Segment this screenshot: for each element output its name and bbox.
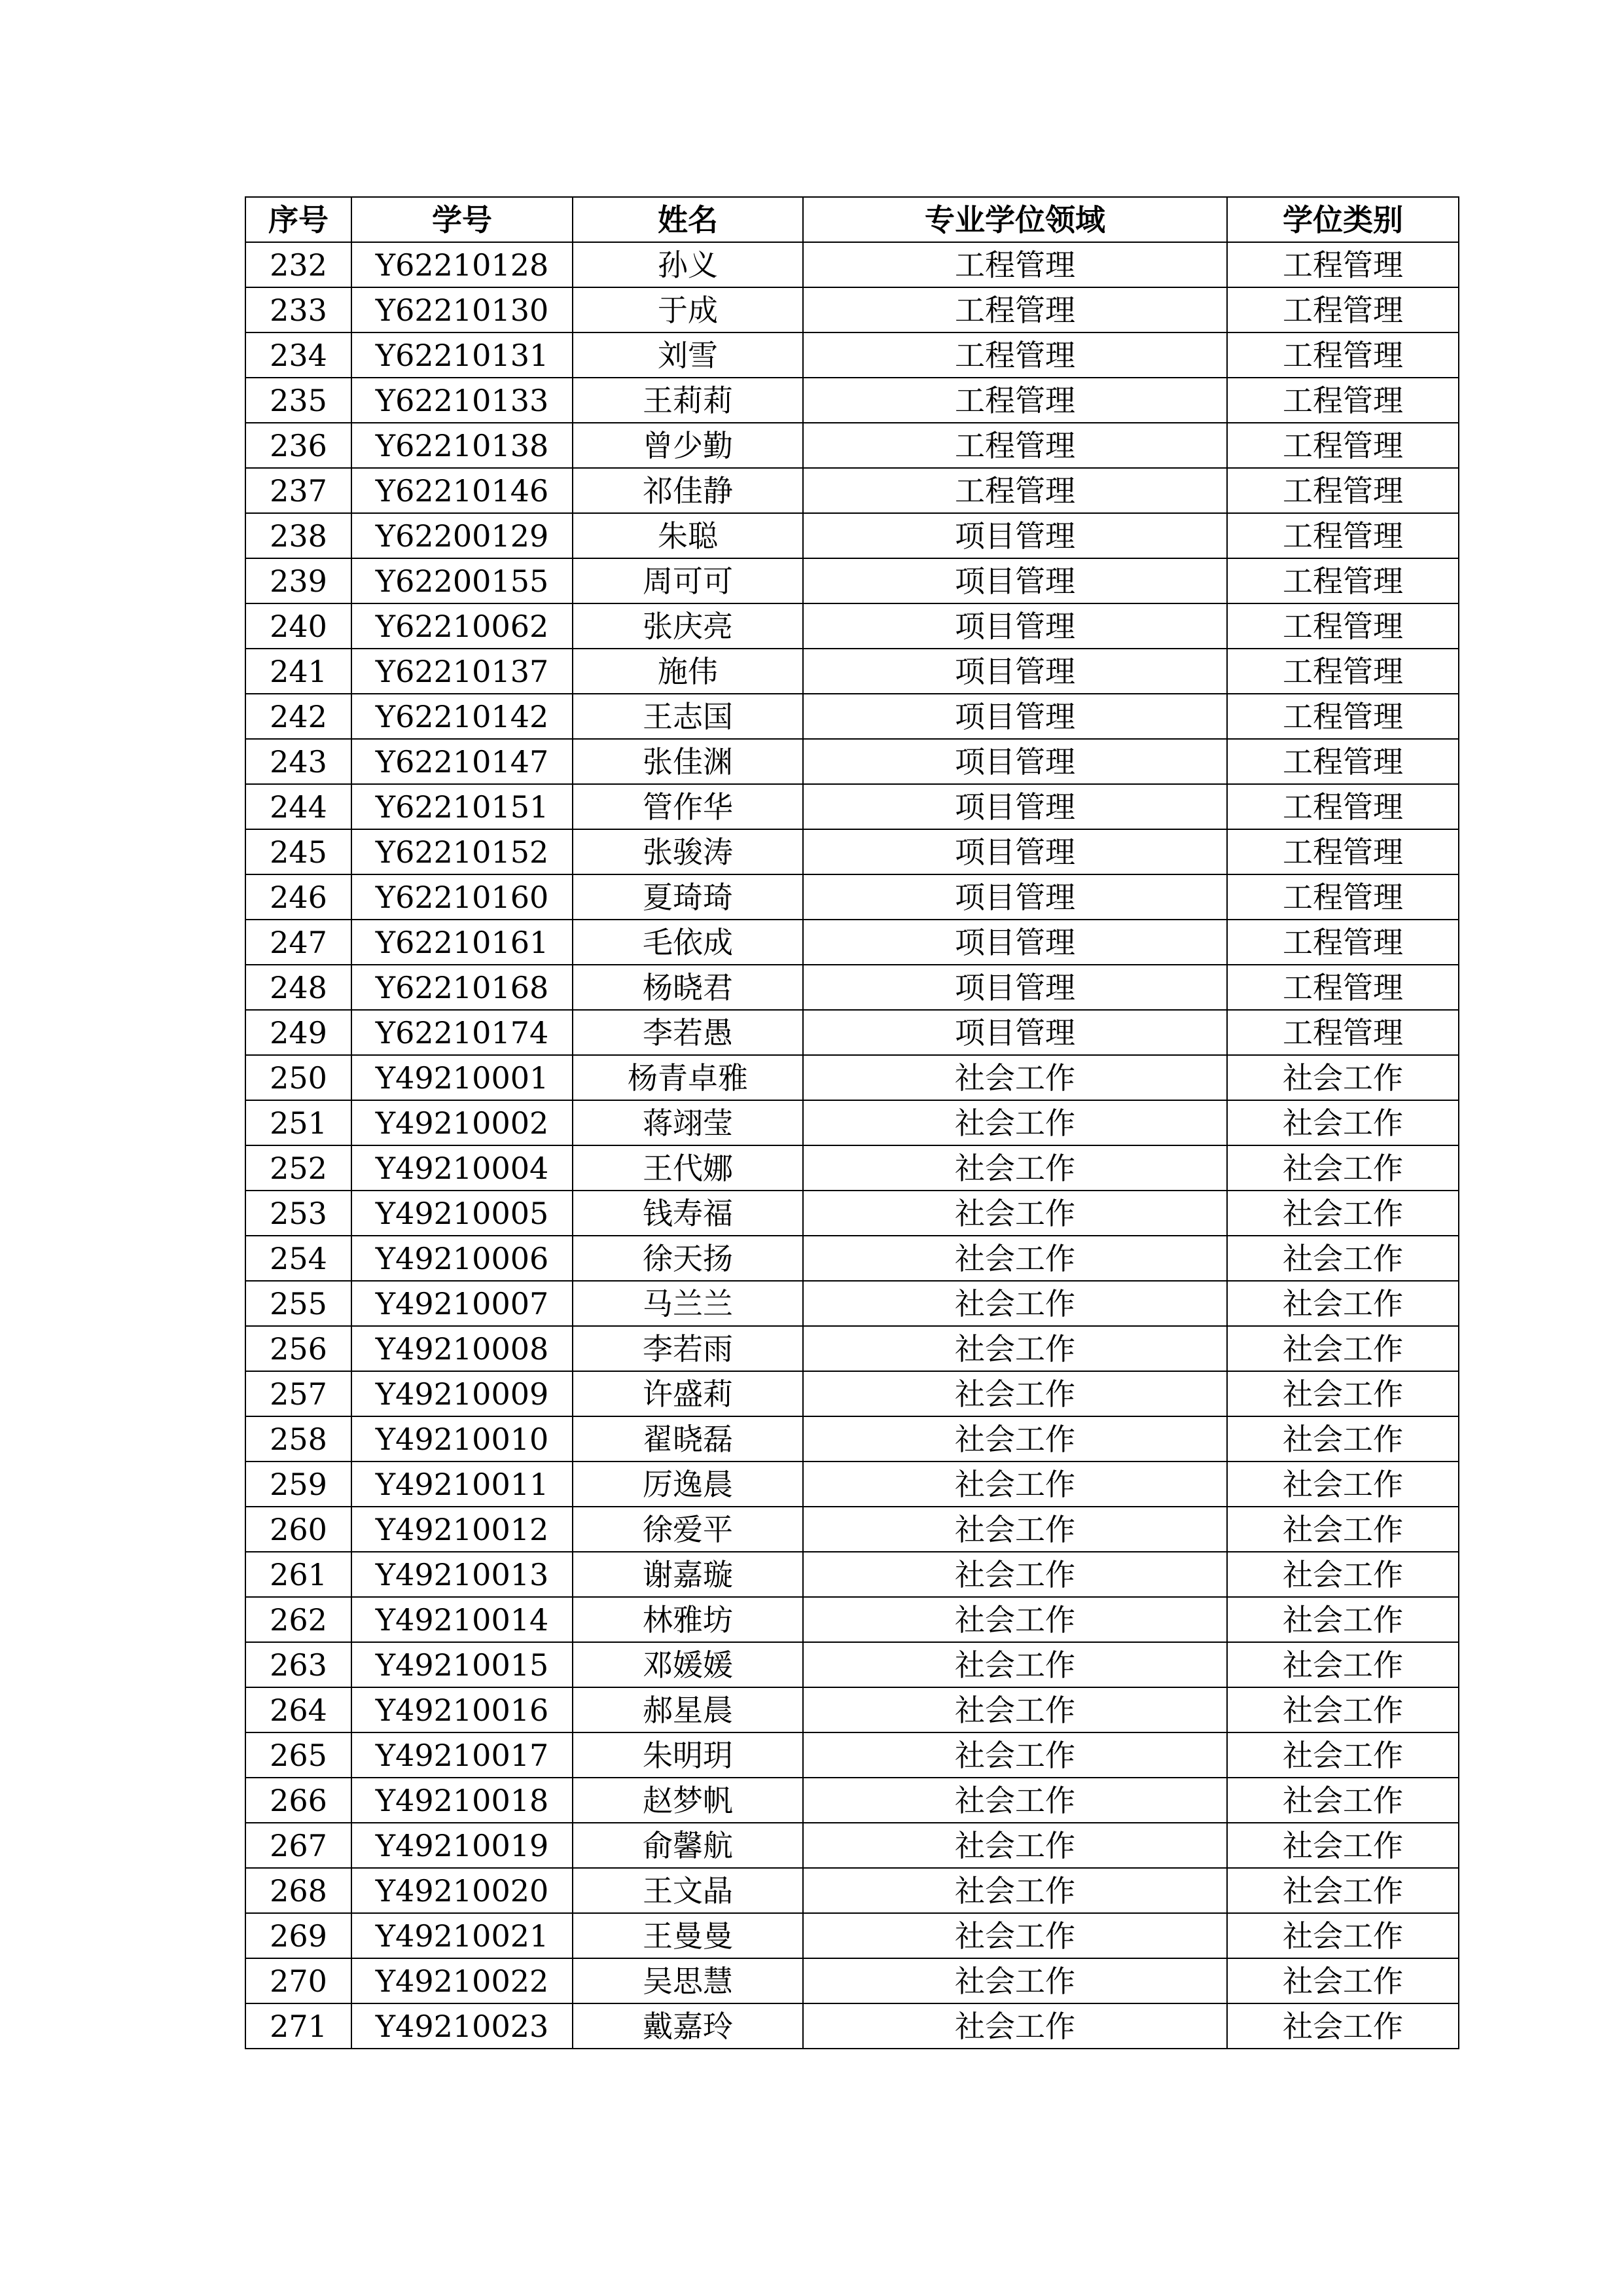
cell-name: 朱明玥 [573,1732,803,1778]
cell-name: 徐天扬 [573,1236,803,1281]
cell-degree-category: 工程管理 [1227,513,1459,558]
cell-seq: 240 [245,603,351,649]
cell-name: 王代娜 [573,1145,803,1191]
table-row [245,603,1459,649]
table-row [245,784,1459,829]
cell-student-id: Y49210022 [351,1958,573,2003]
table-header [245,197,1459,242]
header-seq: 序号 [245,197,351,242]
cell-name: 周可可 [573,558,803,603]
cell-name: 马兰兰 [573,1281,803,1326]
cell-degree-field: 工程管理 [803,378,1227,423]
cell-name: 毛依成 [573,920,803,965]
cell-seq: 260 [245,1507,351,1552]
cell-seq: 265 [245,1732,351,1778]
table-row [245,1326,1459,1371]
cell-degree-field: 社会工作 [803,1552,1227,1597]
cell-seq: 252 [245,1145,351,1191]
cell-degree-field: 社会工作 [803,1416,1227,1462]
cell-student-id: Y62210142 [351,694,573,739]
cell-student-id: Y49210001 [351,1055,573,1100]
cell-seq: 235 [245,378,351,423]
cell-degree-field: 社会工作 [803,1823,1227,1868]
table-row [245,1236,1459,1281]
cell-seq: 250 [245,1055,351,1100]
table-row [245,1100,1459,1145]
cell-name: 李若雨 [573,1326,803,1371]
cell-degree-field: 工程管理 [803,287,1227,332]
table-row [245,874,1459,920]
cell-seq: 236 [245,423,351,468]
cell-name: 徐爱平 [573,1507,803,1552]
cell-name: 管作华 [573,784,803,829]
cell-name: 王文晶 [573,1868,803,1913]
cell-seq: 269 [245,1913,351,1958]
table-row [245,1145,1459,1191]
table-row [245,1823,1459,1868]
cell-degree-field: 项目管理 [803,649,1227,694]
cell-degree-field: 社会工作 [803,1913,1227,1958]
cell-name: 杨晓君 [573,965,803,1010]
cell-seq: 268 [245,1868,351,1913]
cell-degree-category: 社会工作 [1227,1326,1459,1371]
cell-degree-category: 工程管理 [1227,378,1459,423]
cell-degree-field: 工程管理 [803,468,1227,513]
cell-degree-category: 社会工作 [1227,1236,1459,1281]
table-row [245,1597,1459,1642]
cell-seq: 270 [245,1958,351,2003]
cell-degree-category: 社会工作 [1227,1913,1459,1958]
cell-name: 许盛莉 [573,1371,803,1416]
cell-degree-category: 工程管理 [1227,603,1459,649]
cell-seq: 238 [245,513,351,558]
cell-degree-field: 社会工作 [803,1642,1227,1687]
cell-degree-category: 工程管理 [1227,694,1459,739]
cell-student-id: Y49210021 [351,1913,573,1958]
table-row [245,739,1459,784]
cell-seq: 233 [245,287,351,332]
cell-degree-category: 社会工作 [1227,1416,1459,1462]
cell-degree-field: 项目管理 [803,920,1227,965]
table-row [245,829,1459,874]
header-degree-category: 学位类别 [1227,197,1459,242]
cell-name: 王曼曼 [573,1913,803,1958]
table-row [245,649,1459,694]
cell-student-id: Y62210147 [351,739,573,784]
table-row [245,2003,1459,2049]
cell-degree-category: 工程管理 [1227,558,1459,603]
cell-name: 曾少勤 [573,423,803,468]
cell-name: 张佳渊 [573,739,803,784]
table-row [245,242,1459,287]
cell-degree-field: 社会工作 [803,1371,1227,1416]
cell-name: 李若愚 [573,1010,803,1055]
table-row [245,423,1459,468]
cell-degree-category: 工程管理 [1227,920,1459,965]
table-row [245,1416,1459,1462]
table-row [245,1552,1459,1597]
cell-seq: 271 [245,2003,351,2049]
cell-student-id: Y49210004 [351,1145,573,1191]
cell-degree-category: 社会工作 [1227,1371,1459,1416]
cell-degree-category: 社会工作 [1227,1687,1459,1732]
cell-degree-field: 项目管理 [803,829,1227,874]
cell-degree-category: 社会工作 [1227,1281,1459,1326]
cell-seq: 263 [245,1642,351,1687]
cell-seq: 261 [245,1552,351,1597]
cell-name: 郝星晨 [573,1687,803,1732]
header-row [245,197,1459,242]
cell-seq: 241 [245,649,351,694]
cell-name: 吴思慧 [573,1958,803,2003]
cell-student-id: Y62210130 [351,287,573,332]
cell-degree-field: 社会工作 [803,1687,1227,1732]
cell-degree-field: 项目管理 [803,694,1227,739]
table-row [245,1642,1459,1687]
table-row [245,1687,1459,1732]
cell-degree-field: 项目管理 [803,1010,1227,1055]
table-row [245,1913,1459,1958]
cell-degree-category: 社会工作 [1227,1462,1459,1507]
cell-student-id: Y62210160 [351,874,573,920]
cell-seq: 245 [245,829,351,874]
cell-seq: 248 [245,965,351,1010]
cell-degree-field: 项目管理 [803,965,1227,1010]
cell-student-id: Y62210138 [351,423,573,468]
cell-seq: 243 [245,739,351,784]
cell-name: 蒋翊莹 [573,1100,803,1145]
cell-degree-category: 社会工作 [1227,1958,1459,2003]
table-row [245,694,1459,739]
cell-seq: 234 [245,332,351,378]
table-row [245,1191,1459,1236]
cell-name: 杨青卓雅 [573,1055,803,1100]
cell-seq: 242 [245,694,351,739]
cell-student-id: Y49210017 [351,1732,573,1778]
cell-degree-category: 工程管理 [1227,1010,1459,1055]
table-body [245,242,1459,2049]
cell-student-id: Y49210008 [351,1326,573,1371]
cell-student-id: Y49210005 [351,1191,573,1236]
cell-seq: 262 [245,1597,351,1642]
header-name: 姓名 [573,197,803,242]
cell-name: 赵梦帆 [573,1778,803,1823]
table-row [245,1732,1459,1778]
cell-degree-category: 社会工作 [1227,1100,1459,1145]
cell-student-id: Y49210023 [351,2003,573,2049]
cell-student-id: Y49210007 [351,1281,573,1326]
cell-degree-category: 工程管理 [1227,965,1459,1010]
cell-degree-category: 社会工作 [1227,1055,1459,1100]
cell-degree-field: 项目管理 [803,739,1227,784]
cell-name: 王志国 [573,694,803,739]
cell-degree-category: 工程管理 [1227,784,1459,829]
cell-degree-field: 社会工作 [803,1597,1227,1642]
cell-degree-field: 社会工作 [803,1191,1227,1236]
cell-degree-field: 社会工作 [803,1236,1227,1281]
cell-name: 俞馨航 [573,1823,803,1868]
header-degree-field: 专业学位领域 [803,197,1227,242]
cell-student-id: Y62210174 [351,1010,573,1055]
cell-degree-field: 社会工作 [803,1055,1227,1100]
cell-degree-category: 社会工作 [1227,1552,1459,1597]
cell-seq: 259 [245,1462,351,1507]
cell-student-id: Y49210002 [351,1100,573,1145]
cell-seq: 244 [245,784,351,829]
cell-degree-field: 工程管理 [803,242,1227,287]
cell-degree-category: 社会工作 [1227,1145,1459,1191]
cell-student-id: Y62210151 [351,784,573,829]
cell-student-id: Y62210137 [351,649,573,694]
cell-name: 谢嘉璇 [573,1552,803,1597]
cell-degree-category: 工程管理 [1227,829,1459,874]
cell-seq: 255 [245,1281,351,1326]
cell-seq: 253 [245,1191,351,1236]
cell-student-id: Y62210161 [351,920,573,965]
cell-degree-category: 工程管理 [1227,242,1459,287]
cell-student-id: Y49210019 [351,1823,573,1868]
cell-degree-category: 工程管理 [1227,874,1459,920]
cell-name: 施伟 [573,649,803,694]
cell-student-id: Y62210133 [351,378,573,423]
cell-name: 林雅坊 [573,1597,803,1642]
cell-name: 王莉莉 [573,378,803,423]
cell-degree-category: 工程管理 [1227,649,1459,694]
cell-degree-field: 社会工作 [803,1326,1227,1371]
cell-student-id: Y49210015 [351,1642,573,1687]
cell-name: 孙义 [573,242,803,287]
cell-degree-field: 社会工作 [803,1958,1227,2003]
cell-seq: 267 [245,1823,351,1868]
header-student-id: 学号 [351,197,573,242]
cell-seq: 239 [245,558,351,603]
table-row [245,920,1459,965]
cell-name: 于成 [573,287,803,332]
cell-name: 张骏涛 [573,829,803,874]
table-row [245,965,1459,1010]
cell-seq: 266 [245,1778,351,1823]
table-row [245,1010,1459,1055]
table-row [245,378,1459,423]
cell-student-id: Y49210018 [351,1778,573,1823]
cell-student-id: Y62200155 [351,558,573,603]
cell-name: 夏琦琦 [573,874,803,920]
cell-degree-field: 工程管理 [803,423,1227,468]
student-degree-table [245,196,1459,2049]
cell-degree-category: 社会工作 [1227,1778,1459,1823]
table-row [245,513,1459,558]
cell-degree-field: 社会工作 [803,1145,1227,1191]
table-row [245,1055,1459,1100]
cell-student-id: Y49210013 [351,1552,573,1597]
table-row [245,1868,1459,1913]
table-row [245,287,1459,332]
cell-degree-category: 工程管理 [1227,423,1459,468]
cell-degree-category: 社会工作 [1227,1642,1459,1687]
cell-seq: 232 [245,242,351,287]
cell-degree-field: 社会工作 [803,1462,1227,1507]
cell-student-id: Y49210014 [351,1597,573,1642]
cell-degree-category: 社会工作 [1227,1507,1459,1552]
table-row [245,1958,1459,2003]
cell-name: 厉逸晨 [573,1462,803,1507]
cell-name: 祁佳静 [573,468,803,513]
cell-degree-category: 社会工作 [1227,1732,1459,1778]
table-row [245,1462,1459,1507]
cell-student-id: Y62210128 [351,242,573,287]
cell-degree-category: 工程管理 [1227,287,1459,332]
cell-seq: 254 [245,1236,351,1281]
table-row [245,1281,1459,1326]
cell-student-id: Y62200129 [351,513,573,558]
cell-degree-category: 社会工作 [1227,1597,1459,1642]
cell-name: 朱聪 [573,513,803,558]
cell-student-id: Y49210016 [351,1687,573,1732]
cell-seq: 247 [245,920,351,965]
cell-degree-field: 项目管理 [803,603,1227,649]
cell-seq: 251 [245,1100,351,1145]
cell-degree-category: 社会工作 [1227,1823,1459,1868]
table-row [245,332,1459,378]
cell-name: 翟晓磊 [573,1416,803,1462]
cell-seq: 246 [245,874,351,920]
cell-name: 邓媛媛 [573,1642,803,1687]
table-row [245,558,1459,603]
cell-degree-field: 项目管理 [803,784,1227,829]
cell-degree-field: 项目管理 [803,874,1227,920]
cell-student-id: Y49210006 [351,1236,573,1281]
cell-student-id: Y49210012 [351,1507,573,1552]
cell-degree-field: 社会工作 [803,1100,1227,1145]
cell-name: 张庆亮 [573,603,803,649]
cell-student-id: Y49210020 [351,1868,573,1913]
cell-degree-field: 社会工作 [803,1868,1227,1913]
cell-student-id: Y49210011 [351,1462,573,1507]
cell-degree-category: 工程管理 [1227,739,1459,784]
cell-student-id: Y62210168 [351,965,573,1010]
cell-seq: 257 [245,1371,351,1416]
table-row [245,468,1459,513]
cell-degree-field: 社会工作 [803,1281,1227,1326]
cell-degree-category: 社会工作 [1227,2003,1459,2049]
cell-degree-field: 社会工作 [803,1732,1227,1778]
cell-degree-category: 工程管理 [1227,468,1459,513]
cell-student-id: Y62210131 [351,332,573,378]
cell-degree-category: 社会工作 [1227,1191,1459,1236]
cell-seq: 258 [245,1416,351,1462]
cell-degree-field: 项目管理 [803,513,1227,558]
cell-degree-field: 项目管理 [803,558,1227,603]
cell-degree-category: 社会工作 [1227,1868,1459,1913]
cell-degree-field: 工程管理 [803,332,1227,378]
cell-student-id: Y49210010 [351,1416,573,1462]
cell-degree-field: 社会工作 [803,1778,1227,1823]
cell-student-id: Y62210062 [351,603,573,649]
table-row [245,1371,1459,1416]
cell-seq: 237 [245,468,351,513]
cell-student-id: Y62210152 [351,829,573,874]
cell-student-id: Y62210146 [351,468,573,513]
cell-name: 刘雪 [573,332,803,378]
cell-degree-field: 社会工作 [803,2003,1227,2049]
table-row [245,1507,1459,1552]
cell-degree-category: 工程管理 [1227,332,1459,378]
cell-degree-field: 社会工作 [803,1507,1227,1552]
cell-name: 戴嘉玲 [573,2003,803,2049]
cell-student-id: Y49210009 [351,1371,573,1416]
cell-seq: 249 [245,1010,351,1055]
table-row [245,1778,1459,1823]
cell-seq: 256 [245,1326,351,1371]
cell-seq: 264 [245,1687,351,1732]
cell-name: 钱寿福 [573,1191,803,1236]
